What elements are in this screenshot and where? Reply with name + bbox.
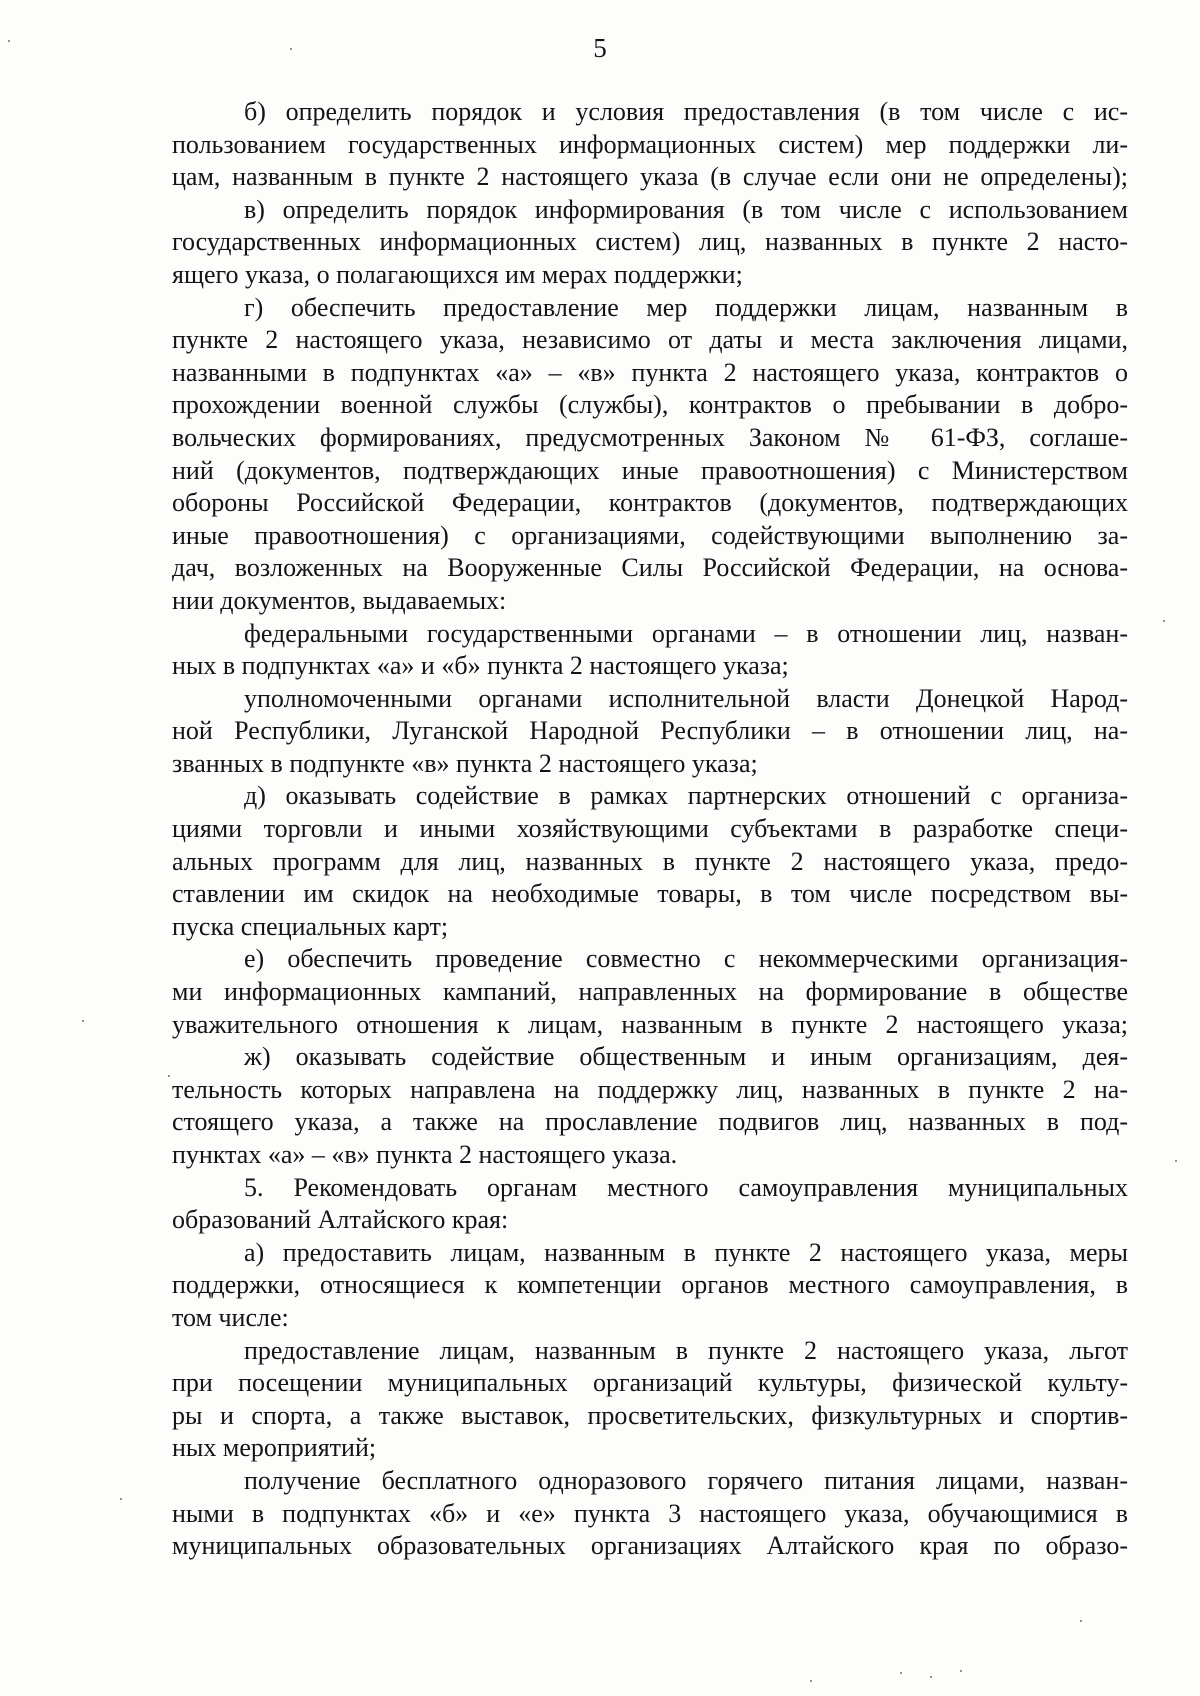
text-line: муниципальных образовательных организациях Алтайского края по образо- (172, 1531, 1128, 1561)
paragraph (172, 683, 1128, 781)
text-line: прохождении военной службы (службы), контрактов о пребывании в добро- (172, 390, 1128, 420)
text-line: образований Алтайского края: (172, 1205, 509, 1235)
paragraph (172, 618, 1128, 683)
paragraph (172, 292, 1128, 618)
paragraph (172, 1465, 1128, 1563)
text-line: государственных информационных систем) лиц, названных в пункте 2 насто- (172, 227, 1128, 257)
text-line: ных мероприятий; (172, 1433, 377, 1463)
text-line: в) определить порядок информирования (в том числе с использованием (244, 194, 1128, 224)
text-line: пункте 2 настоящего указа, независимо от даты и места заключения лицами, (172, 325, 1128, 355)
text-line: пунктах «а» – «в» пункта 2 настоящего указа. (172, 1140, 678, 1169)
text-line: пуска специальных карт; (172, 911, 449, 941)
text-line: ными в подпунктах «б» и «е» пункта 3 настоящего указа, обучающимися в (172, 1498, 1128, 1528)
scan-speck (810, 1680, 812, 1682)
text-line: том числе: (172, 1302, 289, 1332)
paragraph (172, 943, 1128, 1041)
text-line: ных в подпунктах «а» и «б» пункта 2 настоящего указа; (172, 651, 789, 681)
text-line: ж) оказывать содействие общественным и иным организациям, дея- (244, 1042, 1128, 1072)
text-line: а) предоставить лицам, названным в пункте 2 настоящего указа, меры (244, 1237, 1128, 1267)
text-line: 5. Рекомендовать органам местного самоуправления муниципальных (244, 1172, 1128, 1202)
text-line: пользованием государственных информационных систем) мер поддержки ли- (172, 129, 1128, 159)
text-line: б) определить порядок и условия предоставления (в том числе с ис- (244, 97, 1128, 126)
text-line: ний (документов, подтверждающих иные правоотношения) с Министерством (172, 455, 1128, 485)
text-line: поддержки, относящиеся к компетенции органов местного самоуправления, в (172, 1270, 1128, 1300)
text-line: ной Республики, Луганской Народной Республики – в отношении лиц, на- (172, 716, 1128, 746)
text-line: альных программ для лиц, названных в пункте 2 настоящего указа, предо- (172, 846, 1128, 876)
paragraph (172, 780, 1128, 943)
scan-speck (1163, 620, 1165, 622)
scan-speck (1080, 1620, 1082, 1622)
text-line: дач, возложенных на Вооруженные Силы Российской Федерации, на основа- (172, 553, 1128, 583)
text-line: иные правоотношения) с организациями, содействующими выполнению за- (172, 520, 1128, 550)
page-number: 5 (593, 33, 607, 63)
paragraph (172, 1041, 1128, 1171)
text-line: ми информационных кампаний, направленных на формирование в обществе (172, 977, 1128, 1007)
text-line: при посещении муниципальных организаций культуры, физической культу- (172, 1368, 1128, 1398)
text-line: е) обеспечить проведение совместно с некоммерческими организация- (244, 944, 1128, 974)
paragraph (172, 1335, 1128, 1465)
text-line: цам, названным в пункте 2 настоящего указа (в случае если они не определены); (172, 162, 1128, 192)
scan-speck (120, 1498, 122, 1500)
scan-speck (290, 48, 292, 50)
text-line: г) обеспечить предоставление мер поддержки лицам, названным в (244, 292, 1128, 322)
text-line: названными в подпунктах «а» – «в» пункта 2 настоящего указа, контрактов о (172, 357, 1128, 387)
text-line: ящего указа, о полагающихся им мерах поддержки; (172, 259, 743, 289)
text-line: нии документов, выдаваемых: (172, 585, 507, 615)
text-line: званных в подпункте «в» пункта 2 настоящего указа; (172, 748, 758, 778)
text-line: ры и спорта, а также выставок, просветительских, физкультурных и спортив- (172, 1400, 1128, 1430)
paragraph (172, 1237, 1128, 1335)
scan-speck (82, 1020, 84, 1022)
text-line: циями торговли и иными хозяйствующими субъектами в разработке специ- (172, 814, 1128, 844)
text-line: тельность которых направлена на поддержку лиц, названных в пункте 2 на- (172, 1074, 1128, 1104)
text-line: обороны Российской Федерации, контрактов (документов, подтверждающих (172, 488, 1128, 518)
scan-speck (900, 1672, 902, 1674)
paragraph (172, 1172, 1128, 1237)
scan-speck (930, 1676, 932, 1678)
paragraph (172, 96, 1128, 194)
text-line: получение бесплатного одноразового горячего питания лицами, назван- (244, 1465, 1128, 1495)
text-line: ставлении им скидок на необходимые товары, в том числе посредством вы- (172, 879, 1128, 909)
scan-speck (960, 1670, 962, 1672)
scan-speck (168, 1075, 170, 1077)
text-line: стоящего указа, а также на прославление подвигов лиц, названных в под- (172, 1107, 1128, 1137)
scan-speck (8, 40, 10, 42)
text-line: уполномоченными органами исполнительной власти Донецкой Народ- (244, 683, 1128, 713)
document-body (172, 96, 1128, 1563)
text-line: уважительного отношения к лицам, названным в пункте 2 настоящего указа; (172, 1009, 1128, 1039)
text-line: вольческих формированиях, предусмотренных Законом № 61-ФЗ, соглаше- (172, 422, 1128, 452)
scan-speck (1175, 1160, 1177, 1162)
paragraph (172, 194, 1128, 292)
text-line: предоставление лицам, названным в пункте 2 настоящего указа, льгот (244, 1335, 1128, 1365)
text-line: федеральными государственными органами – в отношении лиц, назван- (244, 618, 1128, 648)
text-line: д) оказывать содействие в рамках партнерских отношений с организа- (244, 781, 1128, 811)
